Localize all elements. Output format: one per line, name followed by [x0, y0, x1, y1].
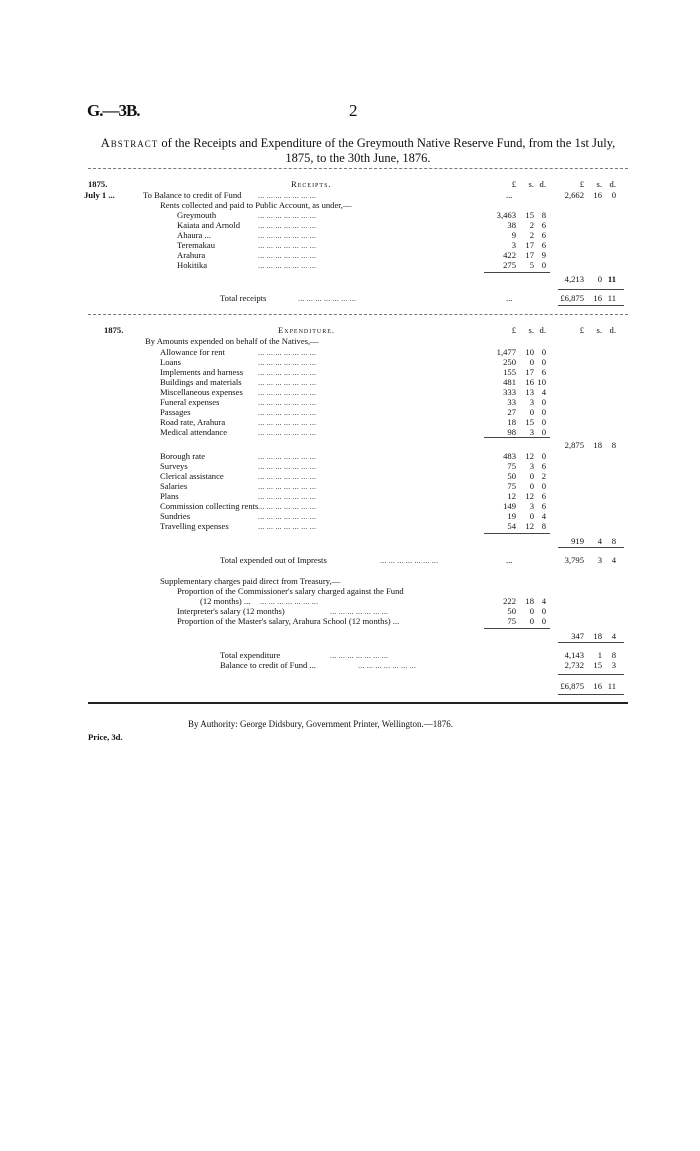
expenditure-group2-total-shillings: 4 [597, 536, 602, 546]
expenditure-item-value-pounds: 333 [503, 387, 516, 397]
receipts-row-value-pounds: 3,463 [496, 210, 516, 220]
supp-total-rule [558, 642, 624, 643]
expenditure-item-label: Medical attendance [160, 427, 228, 437]
expenditure-col-header-3: £ [579, 325, 584, 335]
title-lead: Abstract [100, 136, 159, 150]
receipts-row-value-pounds: 422 [503, 250, 516, 260]
receipts-row-value-pence: 6 [541, 240, 546, 250]
receipts-col-header-0: £ [511, 179, 516, 189]
expenditure-col-header-5: d. [609, 325, 616, 335]
expenditure-item-label: Surveys [160, 461, 188, 471]
expenditure-item-label: Miscellaneous expenses [160, 387, 243, 397]
receipts-balance-pounds: 2,662 [564, 190, 584, 200]
expenditure-item-value-shillings: 15 [525, 417, 534, 427]
expenditure-balance-shillings: 15 [593, 660, 602, 670]
receipts-row-value-shillings: 5 [529, 260, 534, 270]
expenditure-item-label: Travelling expenses [160, 521, 229, 531]
expenditure-supp-value-shillings: 0 [529, 606, 534, 616]
receipts-row-value-pence: 6 [541, 220, 546, 230]
expenditure-item-value-pence: 2 [541, 471, 546, 481]
expenditure-grand-total-shillings: 16 [593, 681, 602, 691]
expenditure-item-value-shillings: 3 [529, 501, 534, 511]
expenditure-imprests-label: Total expended out of Imprests [220, 555, 327, 565]
receipts-rents-total-pence: 11 [607, 274, 616, 284]
expenditure-item-label: Road rate, Arahura [160, 417, 226, 427]
receipts-total-rule-top [558, 289, 624, 290]
expenditure-item-value-pence: 6 [541, 491, 546, 501]
expenditure-item-dots: ... ... ... ... ... ... ... [258, 347, 317, 357]
receipts-rents-total-pounds: 4,213 [564, 274, 584, 284]
expenditure-item-label: Commission collecting rents [160, 501, 259, 511]
expenditure-item-label: Passages [160, 407, 191, 417]
group2-rule [484, 533, 550, 534]
receipts-subtotal-rule [484, 272, 550, 273]
expenditure-heading: Expenditure. [278, 325, 336, 335]
expenditure-item-value-pounds: 54 [507, 521, 516, 531]
receipts-row-dots: ... ... ... ... ... ... ... [258, 210, 317, 220]
expenditure-total-label: Total expenditure [220, 650, 281, 660]
expenditure-item-value-shillings: 3 [529, 461, 534, 471]
expenditure-item-label: Implements and harness [160, 367, 244, 377]
receipts-balance-dots: ... ... ... ... ... ... ... [258, 190, 317, 200]
expenditure-item-value-pence: 6 [541, 367, 546, 377]
expenditure-item-label: Buildings and materials [160, 377, 242, 387]
expenditure-total-pence: 8 [611, 650, 616, 660]
receipts-col-header-3: £ [579, 179, 584, 189]
expenditure-item-value-pounds: 98 [507, 427, 516, 437]
expenditure-balance-pounds: 2,732 [564, 660, 584, 670]
expenditure-item-dots: ... ... ... ... ... ... ... [258, 461, 317, 471]
receipts-row-dots: ... ... ... ... ... ... ... [258, 220, 317, 230]
receipts-row-value-shillings: 15 [525, 210, 534, 220]
receipts-row-value-shillings: 2 [529, 220, 534, 230]
expenditure-supp-dots: ... ... ... ... ... ... ... [260, 596, 319, 606]
expenditure-item-label: Sundries [160, 511, 191, 521]
group1-rule [484, 437, 550, 438]
grand-total-rule-bottom [558, 694, 624, 695]
expenditure-supp-value-shillings: 0 [529, 616, 534, 626]
receipts-row-label: Ahaura ... [177, 230, 211, 240]
expenditure-supp-row-label: Proportion of the Commissioner's salary charged against the Fund [177, 586, 404, 596]
expenditure-item-value-pounds: 155 [503, 367, 516, 377]
expenditure-item-label: Borough rate [160, 451, 206, 461]
expenditure-supp-value-pounds: 222 [503, 596, 516, 606]
expenditure-balance-label: Balance to credit of Fund ... [220, 660, 316, 670]
expenditure-item-value-pence: 0 [541, 481, 546, 491]
expenditure-supp-value-pounds: 75 [507, 616, 516, 626]
expenditure-col-header-2: d. [539, 325, 546, 335]
expenditure-grand-total-pence: 11 [607, 681, 616, 691]
expenditure-imprests-total-pounds: 3,795 [564, 555, 584, 565]
receipts-col-header-2: d. [539, 179, 546, 189]
expenditure-item-value-pounds: 12 [507, 491, 516, 501]
expenditure-item-dots: ... ... ... ... ... ... ... [258, 511, 317, 521]
expenditure-item-value-pence: 0 [541, 417, 546, 427]
receipts-balance-shillings: 16 [593, 190, 602, 200]
expenditure-item-value-shillings: 12 [525, 521, 534, 531]
expenditure-item-value-shillings: 17 [525, 367, 534, 377]
expenditure-item-value-pence: 0 [541, 347, 546, 357]
expenditure-year: 1875. [104, 325, 124, 335]
expenditure-item-dots: ... ... ... ... ... ... ... [258, 377, 317, 387]
expenditure-supp-value-pence: 0 [541, 606, 546, 616]
expenditure-item-value-pence: 6 [541, 461, 546, 471]
expenditure-item-value-shillings: 0 [529, 481, 534, 491]
expenditure-item-label: Allowance for rent [160, 347, 225, 357]
expenditure-item-value-pence: 0 [541, 407, 546, 417]
expenditure-item-dots: ... ... ... ... ... ... ... [258, 387, 317, 397]
expenditure-col-header-1: s. [528, 325, 534, 335]
expenditure-item-value-shillings: 0 [529, 407, 534, 417]
document-reference: G.—3B. [87, 101, 140, 120]
expenditure-item-value-pence: 4 [541, 387, 546, 397]
receipts-row-value-pounds: 275 [503, 260, 516, 270]
expenditure-item-value-shillings: 0 [529, 357, 534, 367]
receipts-total-shillings: 16 [593, 293, 602, 303]
receipts-total-pence: 11 [607, 293, 616, 303]
expenditure-group1-total-pence: 8 [611, 440, 616, 450]
receipts-total-pounds: £6,875 [560, 293, 584, 303]
expenditure-item-dots: ... ... ... ... ... ... ... [258, 367, 317, 377]
receipts-row-dots: ... ... ... ... ... ... ... [258, 250, 317, 260]
expenditure-balance-pence: 3 [611, 660, 616, 670]
expenditure-item-value-pence: 0 [541, 451, 546, 461]
expenditure-col-header-0: £ [511, 325, 516, 335]
receipts-row-dots: ... ... ... ... ... ... ... [258, 260, 317, 270]
receipts-rents-label: Rents collected and paid to Public Account, as under,— [160, 200, 352, 210]
expenditure-item-value-pence: 6 [541, 501, 546, 511]
expenditure-item-value-pounds: 250 [503, 357, 516, 367]
receipts-row-label: Kaiata and Arnold [177, 220, 241, 230]
receipts-row-value-pounds: 3 [511, 240, 516, 250]
receipts-row-value-pence: 0 [541, 260, 546, 270]
expenditure-item-value-pounds: 27 [507, 407, 516, 417]
expenditure-supp-row-label: Proportion of the Master's salary, Arahura School (12 months) ... [177, 616, 400, 626]
expenditure-item-value-shillings: 0 [529, 511, 534, 521]
expenditure-item-dots: ... ... ... ... ... ... ... [258, 427, 317, 437]
receipts-row-value-pounds: 38 [507, 220, 516, 230]
expenditure-item-value-pounds: 1,477 [496, 347, 516, 357]
imprests-rule [558, 547, 624, 548]
expenditure-supp-row-label: Interpreter's salary (12 months) [177, 606, 285, 616]
expenditure-imprests-total-shillings: 3 [597, 555, 602, 565]
receipts-rents-total-shillings: 0 [597, 274, 602, 284]
expenditure-item-value-pounds: 483 [503, 451, 516, 461]
receipts-row-value-pence: 9 [541, 250, 546, 260]
receipts-row-label: Arahura [177, 250, 206, 260]
expenditure-item-dots: ... ... ... ... ... ... ... [258, 451, 317, 461]
expenditure-group1-total-shillings: 18 [593, 440, 602, 450]
title-rule [88, 168, 628, 169]
expenditure-item-value-shillings: 12 [525, 491, 534, 501]
expenditure-supp-total-shillings: 18 [593, 631, 602, 641]
expenditure-item-value-pence: 0 [541, 357, 546, 367]
receipts-col-header-1: s. [528, 179, 534, 189]
expenditure-item-label: Clerical assistance [160, 471, 224, 481]
supp-rule [484, 628, 550, 629]
expenditure-imprests-dots: ... ... ... ... ... ... ... [380, 555, 439, 565]
expenditure-item-dots: ... ... ... ... ... ... ... [258, 501, 317, 511]
receipts-row-value-shillings: 17 [525, 240, 534, 250]
expenditure-supp-total-pence: 4 [611, 631, 616, 641]
page-number: 2 [349, 101, 358, 120]
expenditure-supp-value-pounds: 50 [507, 606, 516, 616]
receipts-row-value-shillings: 17 [525, 250, 534, 260]
receipts-row-label: Hokitika [177, 260, 208, 270]
expenditure-total-shillings: 1 [597, 650, 602, 660]
expenditure-item-value-shillings: 12 [525, 451, 534, 461]
expenditure-supp-total-pounds: 347 [571, 631, 584, 641]
receipts-year: 1875. [88, 179, 108, 189]
title-text: of the Receipts and Expenditure of the Greymouth Native Reserve Fund, from the 1st July, 1875, to the 30th June, 1876. [158, 136, 616, 165]
receipts-row-label: Greymouth [177, 210, 217, 220]
expenditure-supp-value-pence: 0 [541, 616, 546, 626]
expenditure-item-value-pence: 0 [541, 397, 546, 407]
expenditure-item-label: Plans [160, 491, 179, 501]
expenditure-item-value-shillings: 13 [525, 387, 534, 397]
expenditure-item-value-pounds: 19 [507, 511, 516, 521]
receipts-row-dots: ... ... ... ... ... ... ... [258, 240, 317, 250]
expenditure-supp-value-pence: 4 [541, 596, 546, 606]
expenditure-supp-value-shillings: 18 [525, 596, 534, 606]
expenditure-item-value-pounds: 149 [503, 501, 516, 511]
expenditure-item-dots: ... ... ... ... ... ... ... [258, 471, 317, 481]
expenditure-item-value-shillings: 0 [529, 471, 534, 481]
receipts-row-value-pence: 6 [541, 230, 546, 240]
expenditure-item-value-pounds: 75 [507, 481, 516, 491]
expenditure-item-dots: ... ... ... ... ... ... ... [258, 521, 317, 531]
expenditure-item-dots: ... ... ... ... ... ... ... [258, 357, 317, 367]
receipts-row-value-shillings: 2 [529, 230, 534, 240]
receipts-col-header-4: s. [596, 179, 602, 189]
expenditure-grand-total-pounds: £6,875 [560, 681, 584, 691]
expenditure-imprests-mid: ... [506, 555, 513, 565]
expenditure-item-dots: ... ... ... ... ... ... ... [258, 491, 317, 501]
section-divider [88, 314, 628, 315]
expenditure-item-value-pence: 4 [541, 511, 546, 521]
receipts-total-label: Total receipts [220, 293, 267, 303]
expenditure-item-value-shillings: 16 [525, 377, 534, 387]
receipts-date: July 1 ... [84, 190, 115, 200]
expenditure-group1-total-pounds: 2,875 [564, 440, 584, 450]
expenditure-total-pounds: 4,143 [564, 650, 584, 660]
expenditure-item-label: Funeral expenses [160, 397, 220, 407]
expenditure-item-value-pounds: 33 [507, 397, 516, 407]
expenditure-item-value-shillings: 10 [525, 347, 534, 357]
expenditure-item-dots: ... ... ... ... ... ... ... [258, 417, 317, 427]
receipts-balance-mid: ... [506, 190, 513, 200]
expenditure-supp-label: Supplementary charges paid direct from Treasury,— [160, 576, 341, 586]
expenditure-item-value-pence: 10 [537, 377, 546, 387]
expenditure-item-value-pounds: 481 [503, 377, 516, 387]
expenditure-item-value-pounds: 75 [507, 461, 516, 471]
expenditure-balance-dots: ... ... ... ... ... ... ... [358, 660, 417, 670]
expenditure-group2-total-pounds: 919 [571, 536, 584, 546]
receipts-total-mid: ... [506, 293, 513, 303]
price-note: Price, 3d. [88, 732, 123, 742]
expenditure-supp-row-label-cont: (12 months) ... [200, 596, 251, 606]
expenditure-item-value-pence: 8 [541, 521, 546, 531]
receipts-row-label: Teremakau [177, 240, 216, 250]
expenditure-item-dots: ... ... ... ... ... ... ... [258, 407, 317, 417]
expenditure-item-value-shillings: 3 [529, 427, 534, 437]
receipts-heading: Receipts. [291, 179, 332, 189]
expenditure-item-value-pounds: 50 [507, 471, 516, 481]
grand-total-rule-top [558, 674, 624, 675]
expenditure-item-value-pounds: 18 [507, 417, 516, 427]
expenditure-supp-dots: ... ... ... ... ... ... ... [330, 606, 389, 616]
expenditure-col-header-4: s. [596, 325, 602, 335]
expenditure-imprests-total-pence: 4 [611, 555, 616, 565]
expenditure-item-value-shillings: 3 [529, 397, 534, 407]
receipts-row-dots: ... ... ... ... ... ... ... [258, 230, 317, 240]
expenditure-item-label: Salaries [160, 481, 188, 491]
expenditure-item-value-pence: 0 [541, 427, 546, 437]
receipts-balance-pence: 0 [611, 190, 616, 200]
expenditure-group2-total-pence: 8 [611, 536, 616, 546]
expenditure-item-dots: ... ... ... ... ... ... ... [258, 481, 317, 491]
authority-line: By Authority: George Didsbury, Government Printer, Wellington.—1876. [188, 719, 453, 729]
receipts-row-value-pence: 8 [541, 210, 546, 220]
expenditure-item-label: Loans [160, 357, 182, 367]
page-title [88, 136, 628, 166]
section-end-rule [88, 702, 628, 704]
receipts-row-value-pounds: 9 [511, 230, 516, 240]
receipts-total-rule-bottom [558, 305, 624, 306]
receipts-col-header-5: d. [609, 179, 616, 189]
expenditure-total-dots: ... ... ... ... ... ... ... [330, 650, 389, 660]
expenditure-item-dots: ... ... ... ... ... ... ... [258, 397, 317, 407]
expenditure-intro: By Amounts expended on behalf of the Natives,— [145, 336, 319, 346]
receipts-balance-label: To Balance to credit of Fund [143, 190, 242, 200]
receipts-total-dots: ... ... ... ... ... ... ... [298, 293, 357, 303]
